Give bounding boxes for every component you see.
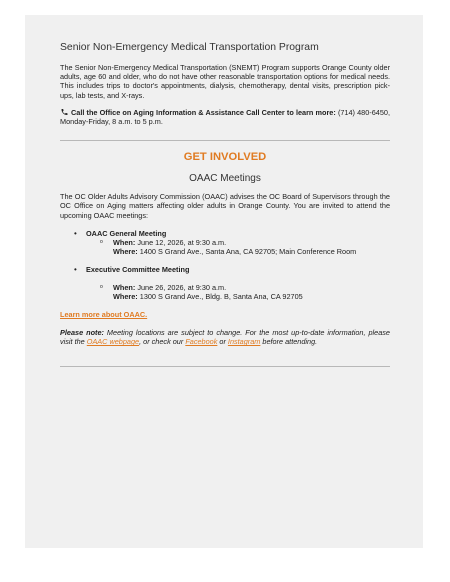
meeting-details xyxy=(86,238,390,256)
please-note xyxy=(60,328,390,346)
snemt-intro: The Senior Non-Emergency Medical Transportation (SNEMT) Program supports Orange County older adults, age 60 and older, who do not have other reasonable transportation options for medical needs. This includes trips to doctor's appointments, dialysis, chemotherapy, dental visits, prescription pick-ups, lab tests, and X-rays. xyxy=(60,63,390,100)
oaac-webpage-link[interactable]: OAAC webpage xyxy=(86,337,140,347)
meeting-name: OAAC General Meeting xyxy=(86,228,167,238)
divider xyxy=(60,366,390,367)
when-label: When: xyxy=(113,282,136,292)
meeting-detail xyxy=(113,238,390,256)
facebook-link[interactable]: Facebook xyxy=(185,337,218,347)
note-text: Meeting locations are subject to change. For the most up-to-date information, please visit the xyxy=(60,328,390,347)
where-label: Where: xyxy=(113,291,138,301)
meeting-details xyxy=(86,283,390,301)
section-title: Senior Non-Emergency Medical Transportation Program xyxy=(60,42,319,53)
meeting-item xyxy=(86,229,390,257)
oaac-meetings-subheading: OAAC Meetings xyxy=(189,173,261,185)
meeting-detail xyxy=(113,283,390,301)
call-center-hours: (714) 480-6450, Monday-Friday, 8 a.m. to 5 p.m. xyxy=(60,107,390,127)
divider xyxy=(60,140,390,141)
meeting-list xyxy=(60,229,390,301)
meeting-item xyxy=(86,265,390,301)
get-involved-heading: GET INVOLVED xyxy=(183,151,267,164)
learn-more-oaac-link[interactable]: Learn more about OAAC. xyxy=(60,310,148,320)
meeting-when: June 12, 2026, at 9:30 a.m. xyxy=(135,238,227,248)
meeting-when: June 26, 2026, at 9:30 a.m. xyxy=(135,282,227,292)
meeting-name: Executive Committee Meeting xyxy=(86,265,190,275)
newsletter-content xyxy=(60,42,390,367)
meeting-where: 1400 S Grand Ave., Santa Ana, CA 92705; Main Conference Room xyxy=(137,247,357,257)
call-center-info xyxy=(60,108,390,126)
call-center-label: Call the Office on Aging Information & Assistance Call Center to learn more: xyxy=(71,107,336,117)
phone-icon xyxy=(60,108,69,116)
document-page xyxy=(25,15,423,548)
meeting-where: 1300 S Grand Ave., Bldg. B, Santa Ana, CA 92705 xyxy=(137,291,303,301)
note-label: Please note: xyxy=(60,328,104,338)
note-text: before attending. xyxy=(260,337,318,347)
oaac-description: The OC Older Adults Advisory Commission (OAAC) advises the OC Board of Supervisors through the OC Office on Aging matters affecting older adults in Orange County. You are invited to attend the upcoming OAAC meetings: xyxy=(60,192,390,220)
when-label: When: xyxy=(113,238,136,248)
note-text: or xyxy=(217,337,228,347)
note-text: , or check our xyxy=(139,337,186,347)
instagram-link[interactable]: Instagram xyxy=(227,337,261,347)
where-label: Where: xyxy=(113,247,138,257)
